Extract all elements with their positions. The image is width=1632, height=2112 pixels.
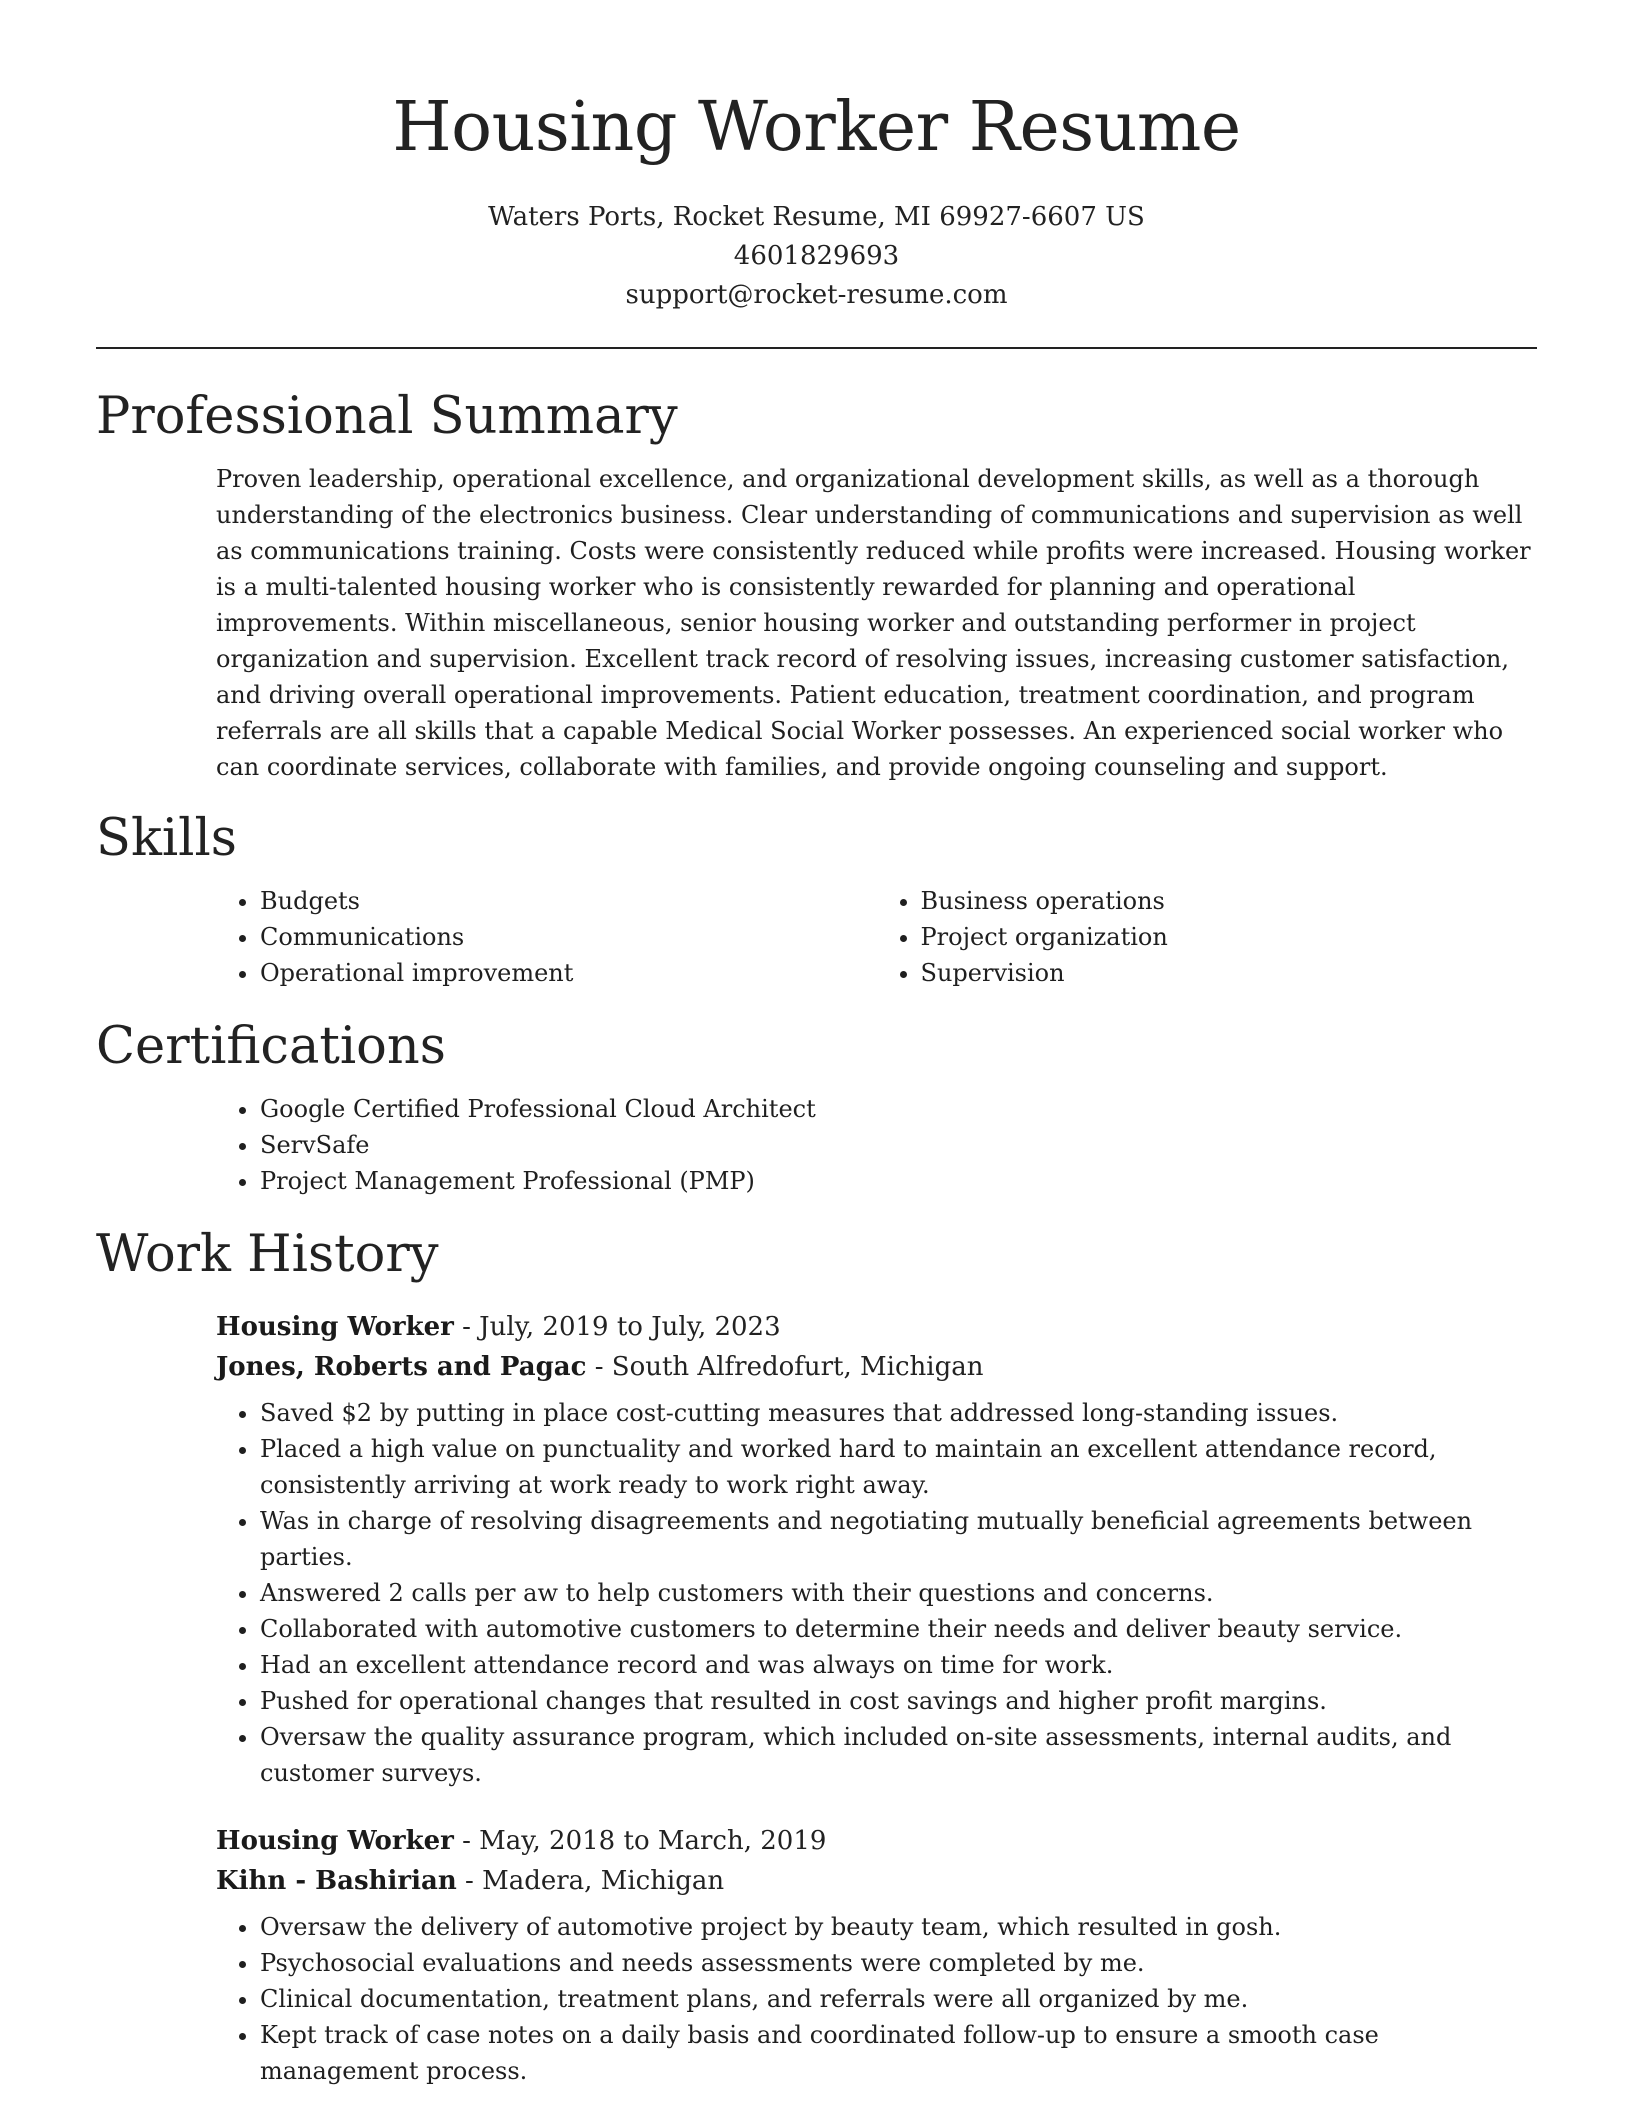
summary-text: Proven leadership, operational excellence, and organizational development skills, as well as a thorough understanding of the electronics business. Clear understanding of communications and supervision as well as communications training. Costs were consistently reduced while profits were increased. Housing worker is a multi-talented housing worker who is consistently rewarded for planning and operational improvements. Within miscellaneous, senior housing worker and outstanding performer in project organization and supervision. Excellent track record of resolving issues, increasing customer satisfaction, and driving overall operational improvements. Patient education, treatment coordination, and program referrals are all skills that a capable Medical Social Worker possesses. An experienced social worker who can coordinate services, collaborate with families, and provide ongoing counseling and support.: [216, 465, 1531, 781]
contact-info: [96, 198, 1537, 315]
header-divider: [96, 347, 1537, 349]
contact-phone: 4601829693: [733, 241, 900, 271]
job-location: Madera, Michigan: [482, 1866, 725, 1896]
contact-address: Waters Ports, Rocket Resume, MI 69927-6607 US: [488, 202, 1145, 232]
duty-item: • Placed a high value on punctuality and worked hard to maintain an excellent attendance record, consistently arriving at work ready to work right away.: [260, 1431, 1540, 1503]
duty-item: • Was in charge of resolving disagreements and negotiating mutually beneficial agreements between parties.: [260, 1503, 1540, 1575]
duty-item: • Psychosocial evaluations and needs assessments were completed by me.: [260, 1945, 1540, 1981]
job-title-line: Housing Worker - July, 2019 to July, 2023: [216, 1312, 781, 1342]
duty-item: • Oversaw the delivery of automotive project by beauty team, which resulted in gosh.: [260, 1909, 1540, 1945]
skills-section: [96, 807, 1537, 991]
skill-item: • Budgets: [260, 883, 877, 919]
duty-item: • Saved $2 by putting in place cost-cutting measures that addressed long-standing issues.: [260, 1395, 1540, 1431]
job-title-line: Housing Worker - May, 2018 to March, 2019: [216, 1826, 827, 1856]
skills-column-left: [216, 883, 877, 991]
skill-item: • Project organization: [921, 919, 1538, 955]
section-heading-certifications: Certifications: [96, 1017, 446, 1076]
work-history-section: [96, 1223, 1537, 2089]
skill-item: • Supervision: [921, 955, 1538, 991]
certification-item: • ServSafe: [260, 1127, 1537, 1163]
skill-item: • Operational improvement: [260, 955, 877, 991]
job-title: Housing Worker: [216, 1312, 454, 1342]
job-entry: [216, 1821, 1537, 2089]
job-company: Kihn - Bashirian: [216, 1866, 457, 1896]
job-entry: [216, 1307, 1537, 1791]
skills-grid: [216, 883, 1537, 991]
certifications-section: [96, 1015, 1537, 1199]
certifications-list: [216, 1091, 1537, 1199]
duty-item: • Had an excellent attendance record and was always on time for work.: [260, 1647, 1540, 1683]
duty-item: • Clinical documentation, treatment plans, and referrals were all organized by me.: [260, 1981, 1540, 2017]
duty-item: • Collaborated with automotive customers to determine their needs and deliver beauty service.: [260, 1611, 1540, 1647]
job-company-line: Jones, Roberts and Pagac - South Alfredofurt, Michigan: [216, 1352, 984, 1382]
job-location: South Alfredofurt, Michigan: [611, 1352, 984, 1382]
duty-item: • Oversaw the quality assurance program, which included on-site assessments, internal audits, and customer surveys.: [260, 1719, 1540, 1791]
skills-column-right: [877, 883, 1538, 991]
section-heading-summary: Professional Summary: [96, 387, 678, 446]
section-heading-skills: Skills: [96, 809, 237, 868]
job-company: Jones, Roberts and Pagac: [216, 1352, 587, 1382]
resume-header: [96, 0, 1537, 315]
duty-item: • Kept track of case notes on a daily basis and coordinated follow-up to ensure a smooth case management process.: [260, 2017, 1540, 2089]
skill-item: • Communications: [260, 919, 877, 955]
skill-item: • Business operations: [921, 883, 1538, 919]
job-company-line: Kihn - Bashirian - Madera, Michigan: [216, 1866, 725, 1896]
duty-item: • Answered 2 calls per aw to help customers with their questions and concerns.: [260, 1575, 1540, 1611]
job-dates: May, 2018 to March, 2019: [479, 1826, 827, 1856]
certification-item: • Google Certified Professional Cloud Architect: [260, 1091, 1537, 1127]
resume-page: [96, 0, 1537, 2089]
duty-item: • Pushed for operational changes that resulted in cost savings and higher profit margins.: [260, 1683, 1540, 1719]
job-duties-list: [216, 1395, 1540, 1791]
contact-email: support@rocket-resume.com: [625, 280, 1008, 310]
job-dates: July, 2019 to July, 2023: [479, 1312, 781, 1342]
job-duties-list: [216, 1909, 1540, 2089]
job-title: Housing Worker: [216, 1826, 454, 1856]
certification-item: • Project Management Professional (PMP): [260, 1163, 1537, 1199]
page-title: Housing Worker Resume: [392, 88, 1241, 167]
professional-summary-section: [96, 385, 1537, 785]
section-heading-work-history: Work History: [96, 1225, 439, 1284]
